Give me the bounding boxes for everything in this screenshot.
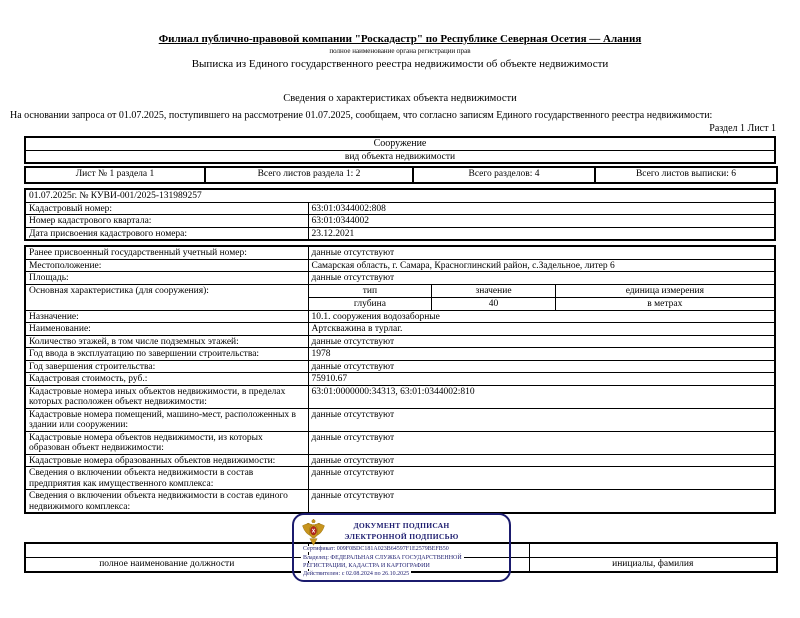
table-row — [25, 373, 775, 386]
table-row — [309, 285, 775, 298]
table-row — [309, 297, 775, 310]
object-type-value: Сооружение — [25, 137, 775, 150]
digital-signature-stamp — [292, 513, 511, 582]
row-label: Площадь: — [25, 272, 308, 285]
table-row — [25, 335, 775, 348]
row-label: Кадастровый номер: — [25, 202, 308, 215]
row-label: Ранее присвоенный государственный учетный номер: — [25, 246, 308, 259]
row-label: Кадастровые номера объектов недвижимости, из которых образован объект недвижимости: — [25, 431, 308, 454]
row-value: данные отсутствуют — [308, 490, 775, 514]
subtable-value-unit: в метрах — [555, 297, 774, 310]
table-row — [25, 272, 775, 285]
row-label: Кадастровые номера образованных объектов недвижимости: — [25, 454, 308, 467]
stamp-title-line2: ЭЛЕКТРОННОЙ ПОДПИСЬЮ — [344, 532, 459, 541]
row-label: Наименование: — [25, 323, 308, 336]
table-row — [25, 259, 775, 272]
registration-authority-caption: полное наименование органа регистрации прав — [329, 47, 471, 55]
subtable-value-value: 40 — [432, 297, 555, 310]
row-label: Кадастровые номера иных объектов недвижимости, в пределах которых расположен объект недвижимости: — [25, 385, 308, 408]
row-label: Кадастровая стоимость, руб.: — [25, 373, 308, 386]
table-row — [25, 467, 775, 490]
row-value: 1978 — [308, 348, 775, 361]
registration-authority-name: Филиал публично-правовой компании "Роскадастр" по Республике Северная Осетия — Алания — [158, 33, 642, 45]
row-label: Основная характеристика (для сооружения): — [25, 284, 308, 310]
table-row — [25, 215, 775, 228]
table-row — [25, 385, 775, 408]
characteristics-table — [24, 245, 776, 514]
row-value: 23.12.2021 — [308, 227, 775, 240]
row-label: Год ввода в эксплуатацию по завершении строительства: — [25, 348, 308, 361]
sections-total-cell: Всего разделов: 4 — [413, 167, 595, 183]
row-value: 63:01:0000000:34313, 63:01:0344002:810 — [308, 385, 775, 408]
row-value: 75910.67 — [308, 373, 775, 386]
stamp-validity: Действителен: с 02.08.2024 по 26.10.2025 — [303, 571, 410, 577]
table-row — [25, 167, 777, 183]
signature-empty-cell — [529, 543, 777, 558]
row-value: данные отсутствуют — [308, 246, 775, 259]
stamp-title-line1: ДОКУМЕНТ ПОДПИСАН — [353, 521, 450, 530]
table-row — [25, 246, 775, 259]
row-value: 10.1. сооружения водозаборные — [308, 310, 775, 323]
row-label: Местоположение: — [25, 259, 308, 272]
section-title: Сведения о характеристиках объекта недвижимости — [283, 93, 517, 104]
row-value: Самарская область, г. Самара, Красноглинский район, с.Задельное, литер 6 — [308, 259, 775, 272]
section-sheet-label: Раздел 1 Лист 1 — [709, 123, 776, 134]
main-characteristic-cell — [308, 284, 775, 310]
row-label: Количество этажей, в том числе подземных этажей: — [25, 335, 308, 348]
row-value: данные отсутствуют — [308, 467, 775, 490]
row-value: данные отсутствуют — [308, 335, 775, 348]
row-label: Сведения о включении объекта недвижимости в состав предприятия как имущественного комплекса: — [25, 467, 308, 490]
row-label: Номер кадастрового квартала: — [25, 215, 308, 228]
table-row — [25, 348, 775, 361]
row-value: 63:01:0344002:808 — [308, 202, 775, 215]
row-label: Сведения о включении объекта недвижимости в состав единого недвижимого комплекса: — [25, 490, 308, 514]
document-header — [0, 0, 800, 105]
subtable-header-unit: единица измерения — [555, 285, 774, 298]
table-row — [25, 227, 775, 240]
object-type-table — [24, 136, 776, 164]
table-row — [25, 189, 775, 202]
row-label: Кадастровые номера помещений, машино-мест, расположенных в здании или сооружении: — [25, 408, 308, 431]
request-statement: На основании запроса от 01.07.2025, поступившего на рассмотрение 01.07.2025, сообщаем, что согласно записям Единого государственного реестра недвижимости: — [10, 110, 713, 121]
extract-sheets-total-cell: Всего листов выписки: 6 — [595, 167, 777, 183]
table-row — [25, 490, 775, 514]
stamp-certificate: Сертификат: 009F0BDC181A023B64597F1E2579BEFB50 — [303, 546, 449, 552]
stamp-owner-line2: РЕГИСТРАЦИИ, КАДАСТРА И КАРТОГРАФИИ — [303, 563, 430, 569]
table-row — [25, 202, 775, 215]
table-row — [25, 408, 775, 431]
row-label: Назначение: — [25, 310, 308, 323]
table-row — [25, 323, 775, 336]
table-row — [25, 150, 775, 163]
row-label: Дата присвоения кадастрового номера: — [25, 227, 308, 240]
table-row — [25, 454, 775, 467]
document-number: 01.07.2025г. № КУВИ-001/2025-131989257 — [25, 189, 775, 202]
subtable-value-type: глубина — [309, 297, 432, 310]
subtable-header-value: значение — [432, 285, 555, 298]
row-value: 63:01:0344002 — [308, 215, 775, 228]
row-label: Год завершения строительства: — [25, 360, 308, 373]
table-row — [25, 431, 775, 454]
table-row — [25, 137, 775, 150]
row-value: данные отсутствуют — [308, 431, 775, 454]
registration-table — [24, 188, 776, 241]
position-caption: полное наименование должности — [25, 558, 308, 573]
sheet-number-cell: Лист № 1 раздела 1 — [25, 167, 205, 183]
stamp-owner-line1: Владелец: ФЕДЕРАЛЬНАЯ СЛУЖБА ГОСУДАРСТВЕННОЙ — [303, 554, 462, 561]
subtable-header-type: тип — [309, 285, 432, 298]
section-sheets-total-cell: Всего листов раздела 1: 2 — [205, 167, 413, 183]
row-value: данные отсутствуют — [308, 454, 775, 467]
sheet-info-table — [24, 166, 778, 184]
signature-empty-cell — [25, 543, 308, 558]
row-value: Артскважина в турлаг. — [308, 323, 775, 336]
object-type-caption: вид объекта недвижимости — [25, 150, 775, 163]
document-title: Выписка из Единого государственного реестра недвижимости об объекте недвижимости — [191, 58, 609, 70]
main-characteristic-row — [25, 284, 775, 310]
table-row — [25, 310, 775, 323]
row-value: данные отсутствуют — [308, 360, 775, 373]
main-characteristic-subtable — [309, 285, 775, 310]
table-row — [25, 360, 775, 373]
name-caption: инициалы, фамилия — [529, 558, 777, 573]
row-value: данные отсутствуют — [308, 272, 775, 285]
row-value: данные отсутствуют — [308, 408, 775, 431]
